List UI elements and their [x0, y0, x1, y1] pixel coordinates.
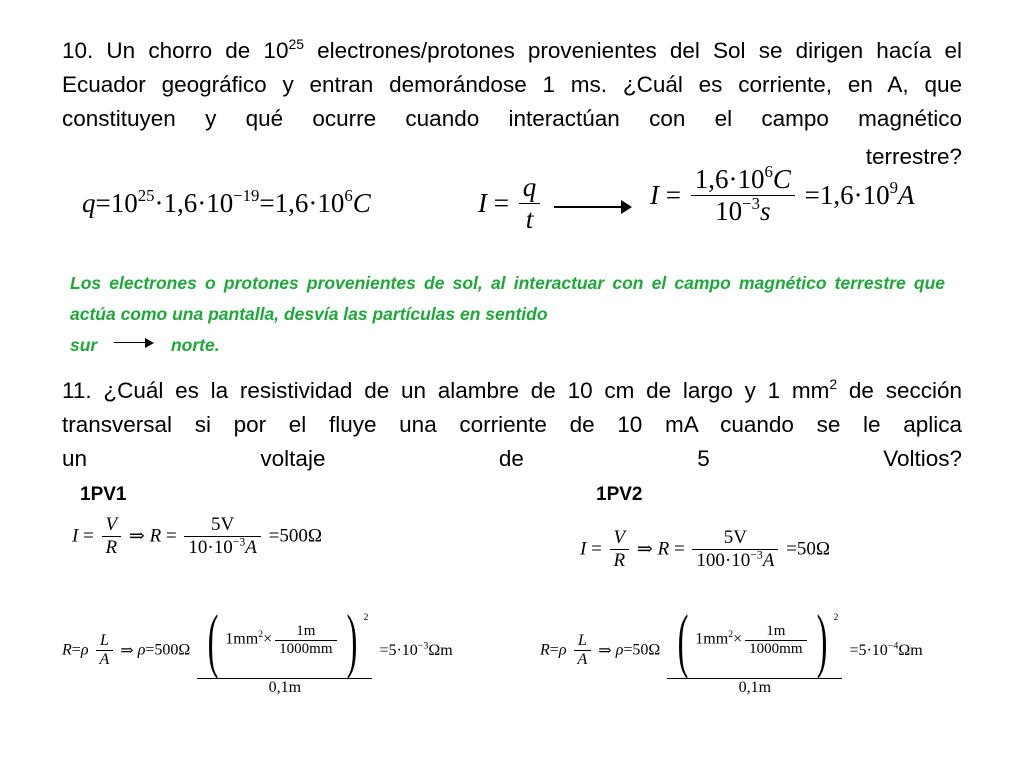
var-V: V: [105, 514, 118, 535]
problem-10-statement: [62, 34, 962, 170]
conv-den: 1000mm: [749, 640, 803, 657]
problem-10-last-word: terrestre?: [865, 144, 962, 169]
resistivity-value: =5·10: [849, 641, 888, 659]
var-q: q: [82, 188, 96, 218]
problem-11-statement: [62, 374, 962, 442]
resistance-result: =50Ω: [786, 538, 830, 560]
eq-q-base: 10: [110, 188, 138, 218]
den-unit: s: [759, 196, 771, 226]
var-R: R: [657, 538, 670, 560]
eq-q-exp1: 25: [137, 186, 155, 206]
equals-sign: =: [673, 538, 685, 560]
den-value: 10: [715, 196, 743, 226]
resistivity-exp: −4: [887, 640, 899, 652]
fraction-v-over-r: [102, 514, 122, 559]
voltage-value: 5V: [723, 527, 747, 548]
denominator-t: t: [525, 204, 534, 234]
resistivity-unit: Ωm: [898, 641, 923, 659]
num-exp: 6: [764, 162, 773, 182]
result-value: =1,6·10: [804, 180, 890, 210]
equals-sign: =: [71, 641, 81, 659]
fraction-voltage-over-current: [184, 514, 260, 559]
problem-10-text-b: electrones/protones provenientes del Sol se dirigen hacía el Ecuador geográfico y entran demorándose 1 ms. ¿Cuál es corriente, en A, que constituyen y qué ocurre cuando interactúan con el campo magnético: [62, 38, 962, 131]
area-exp: 2: [728, 629, 734, 641]
pv2-resistivity-equation: [540, 600, 923, 697]
resistance-value: 500Ω: [154, 641, 191, 659]
fraction-l-over-a: [96, 632, 114, 669]
resistivity-value: =5·10: [379, 641, 418, 659]
length-value: 0,1m: [268, 679, 302, 696]
result-unit: A: [897, 180, 915, 210]
equals-sign: =: [493, 188, 509, 218]
word: Voltios?: [883, 446, 962, 471]
var-R: R: [149, 525, 162, 547]
var-I: I: [478, 188, 487, 218]
var-R: R: [105, 537, 118, 558]
word: un: [62, 446, 88, 471]
fraction-area-over-length: ( $1mm^2\times$ $\frac{1m}{1000mm}$ ) $^2$ 0,1m: [667, 604, 842, 697]
equals-sign: =: [591, 538, 602, 560]
equals-sign: =: [145, 641, 155, 659]
implies-icon: ⇒: [598, 642, 612, 660]
num-unit: C: [772, 164, 791, 194]
word: voltaje: [260, 446, 326, 471]
result-exp: 9: [889, 178, 898, 198]
current-value: 10·10: [188, 537, 233, 558]
implies-icon: ⇒: [128, 526, 145, 547]
implies-icon: ⇒: [120, 642, 134, 660]
current-unit: A: [762, 550, 775, 571]
equation-current-definition: [478, 172, 543, 235]
resistance-result: =500Ω: [268, 525, 322, 547]
var-A: A: [99, 651, 110, 668]
area-exp: 2: [258, 629, 264, 641]
voltage-value: 5V: [211, 514, 235, 535]
eq-q-exp2: −19: [233, 186, 260, 206]
arrow-right-icon: [554, 206, 630, 208]
den-exp: −3: [742, 194, 760, 214]
current-exp: −3: [232, 535, 246, 549]
pv2-resistance-equation: [580, 527, 830, 572]
conv-den: 1000mm: [279, 640, 333, 657]
problem-11-text-b: de sección transversal si por el fluye una corriente de 10 mA cuando se le aplica: [62, 378, 962, 437]
arrow-right-icon: [114, 342, 152, 344]
current-unit: A: [245, 537, 257, 558]
problem-10-exponent: 25: [288, 35, 304, 52]
word: de: [498, 446, 524, 471]
label-1pv1: 1PV1: [80, 484, 127, 505]
answer-10-body: Los electrones o protones provenientes de sol, al interactuar con el campo magnético terrestre que actúa como una pantalla, desvía las partículas en sentido: [70, 273, 945, 324]
area-value: 1mm: [225, 630, 259, 648]
equals-sign: =: [549, 641, 559, 659]
var-rho: ρ: [558, 641, 567, 659]
var-rho: ρ: [615, 641, 624, 659]
direction-to: norte.: [170, 335, 220, 355]
numerator-q: q: [522, 172, 537, 202]
conv-num: 1m: [766, 622, 786, 639]
fraction-charge-over-time: [691, 164, 795, 227]
current-exp: −3: [750, 548, 763, 562]
equation-current-result: [650, 164, 914, 227]
pv1-resistance-equation: [72, 514, 322, 559]
equals-sign: =: [95, 188, 111, 218]
resistance-value: 50Ω: [632, 641, 661, 659]
fraction-q-over-t: [519, 172, 541, 235]
equation-charge: [82, 188, 371, 219]
implies-icon: ⇒: [636, 539, 653, 560]
resistivity-exp: −3: [417, 640, 429, 652]
length-value: 0,1m: [738, 679, 772, 696]
equals-sign: =: [83, 525, 94, 547]
direction-from: sur: [70, 335, 98, 355]
pv1-resistivity-equation: [62, 600, 453, 697]
times-icon: ×: [733, 630, 743, 648]
outer-exp: 2: [833, 611, 839, 623]
eq-q-mult: ·1,6·10: [154, 188, 234, 218]
var-I: I: [72, 525, 79, 547]
equals-sign: =: [623, 641, 633, 659]
num-value: 1,6·10: [694, 164, 765, 194]
fraction-voltage-over-current: [692, 527, 778, 572]
outer-exp: 2: [363, 611, 369, 623]
eq-q-exp3: 6: [344, 186, 353, 206]
current-value: 100·10: [696, 550, 751, 571]
fraction-l-over-a: [574, 632, 592, 669]
fraction-v-over-r: [610, 527, 630, 572]
var-R: R: [613, 550, 626, 571]
answer-10-direction: [70, 330, 220, 361]
area-value: 1mm: [695, 630, 729, 648]
word: 5: [697, 446, 710, 471]
times-icon: ×: [263, 630, 273, 648]
equals-sign: =: [165, 525, 177, 547]
var-rho: ρ: [137, 641, 146, 659]
resistivity-unit: Ωm: [428, 641, 453, 659]
var-I: I: [650, 180, 659, 210]
equals-sign: =: [665, 180, 681, 210]
var-L: L: [577, 632, 587, 649]
var-R: R: [62, 641, 72, 659]
problem-11-last-line: [62, 442, 962, 476]
conv-num: 1m: [296, 622, 316, 639]
eq-q-result: =1,6·10: [259, 188, 345, 218]
eq-q-unit: C: [352, 188, 371, 218]
var-R: R: [540, 641, 550, 659]
problem-10-text-a: 10. Un chorro de 10: [62, 38, 289, 63]
var-rho: ρ: [80, 641, 89, 659]
var-I: I: [580, 538, 587, 560]
answer-10-text: [70, 268, 945, 330]
var-L: L: [99, 632, 109, 649]
label-1pv2: 1PV2: [596, 484, 643, 505]
var-V: V: [613, 527, 626, 548]
var-A: A: [577, 651, 588, 668]
problem-11-text-a: 11. ¿Cuál es la resistividad de un alambre de 10 cm de largo y 1 mm: [62, 378, 830, 403]
problem-11-exponent: 2: [829, 375, 838, 392]
fraction-area-over-length: ( $1mm^2\times$ $\frac{1m}{1000mm}$ ) $^2$ 0,1m: [197, 604, 372, 697]
